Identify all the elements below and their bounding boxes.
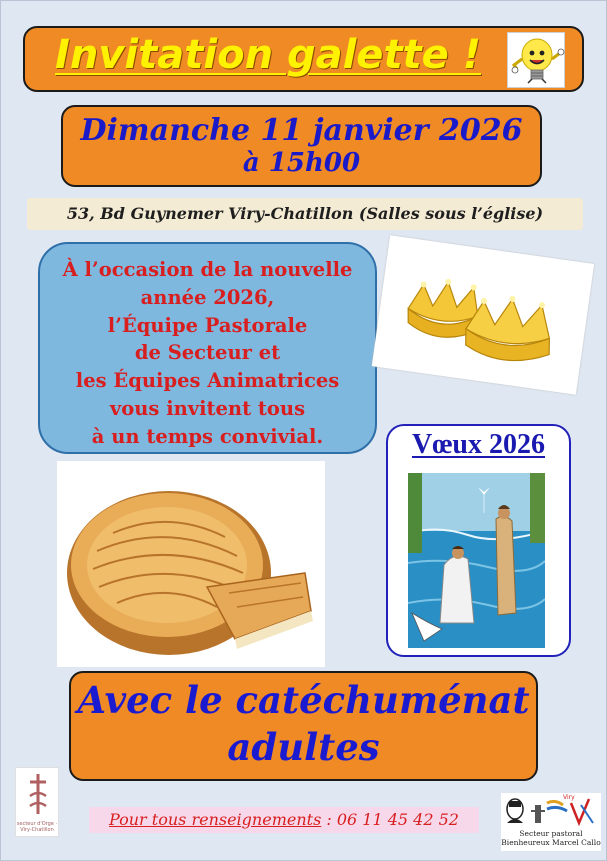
secteur-logo-right	[501, 793, 601, 851]
message-line: à un temps convivial.	[91, 424, 324, 448]
voeux-title: Vœux 2026	[411, 429, 545, 460]
event-date: Dimanche 11 janvier 2026	[80, 113, 523, 148]
date-banner	[61, 105, 542, 187]
logo-right-town: Viry	[563, 794, 575, 801]
logo-right-caption	[501, 829, 601, 847]
lightbulb-mascot-icon	[507, 32, 565, 88]
catechumenat-banner	[69, 671, 538, 781]
contact-phone: 06 11 45 42 52	[336, 810, 459, 829]
message-line: l’Équipe Pastorale	[107, 313, 308, 337]
title-banner	[23, 26, 584, 92]
crowns-image	[372, 235, 594, 394]
contact-separator: :	[321, 810, 337, 829]
message-line: les Équipes Animatrices	[75, 369, 340, 393]
logo-right-line1: Secteur pastoral	[519, 829, 583, 838]
message-line: de Secteur et	[134, 341, 281, 365]
contact-label: Pour tous renseignements	[109, 810, 322, 829]
contact-info	[89, 807, 479, 833]
voeux-panel	[386, 424, 571, 657]
message-line: vous invitent tous	[109, 396, 306, 420]
message-line: année 2026,	[140, 285, 275, 309]
logo-left-caption: secteur d'Orge · Viry-Chatillon	[16, 821, 58, 833]
message-line: À l’occasion de la nouvelle	[62, 258, 353, 281]
crown-right-icon	[462, 290, 556, 366]
baptism-illustration	[408, 473, 545, 648]
secteur-logo-left	[15, 767, 59, 837]
galette-image	[57, 461, 325, 667]
banner-line: adultes	[227, 725, 380, 769]
event-address: 53, Bd Guynemer Viry-Chatillon (Salles sous l’église)	[27, 198, 583, 230]
event-time: à 15h00	[242, 148, 361, 178]
logo-right-line2: Bienheureux Marcel Callo	[501, 838, 601, 847]
page-title: Invitation galette !	[55, 32, 481, 78]
invitation-message	[38, 242, 377, 454]
banner-line: Avec le catéchuménat	[77, 678, 530, 722]
